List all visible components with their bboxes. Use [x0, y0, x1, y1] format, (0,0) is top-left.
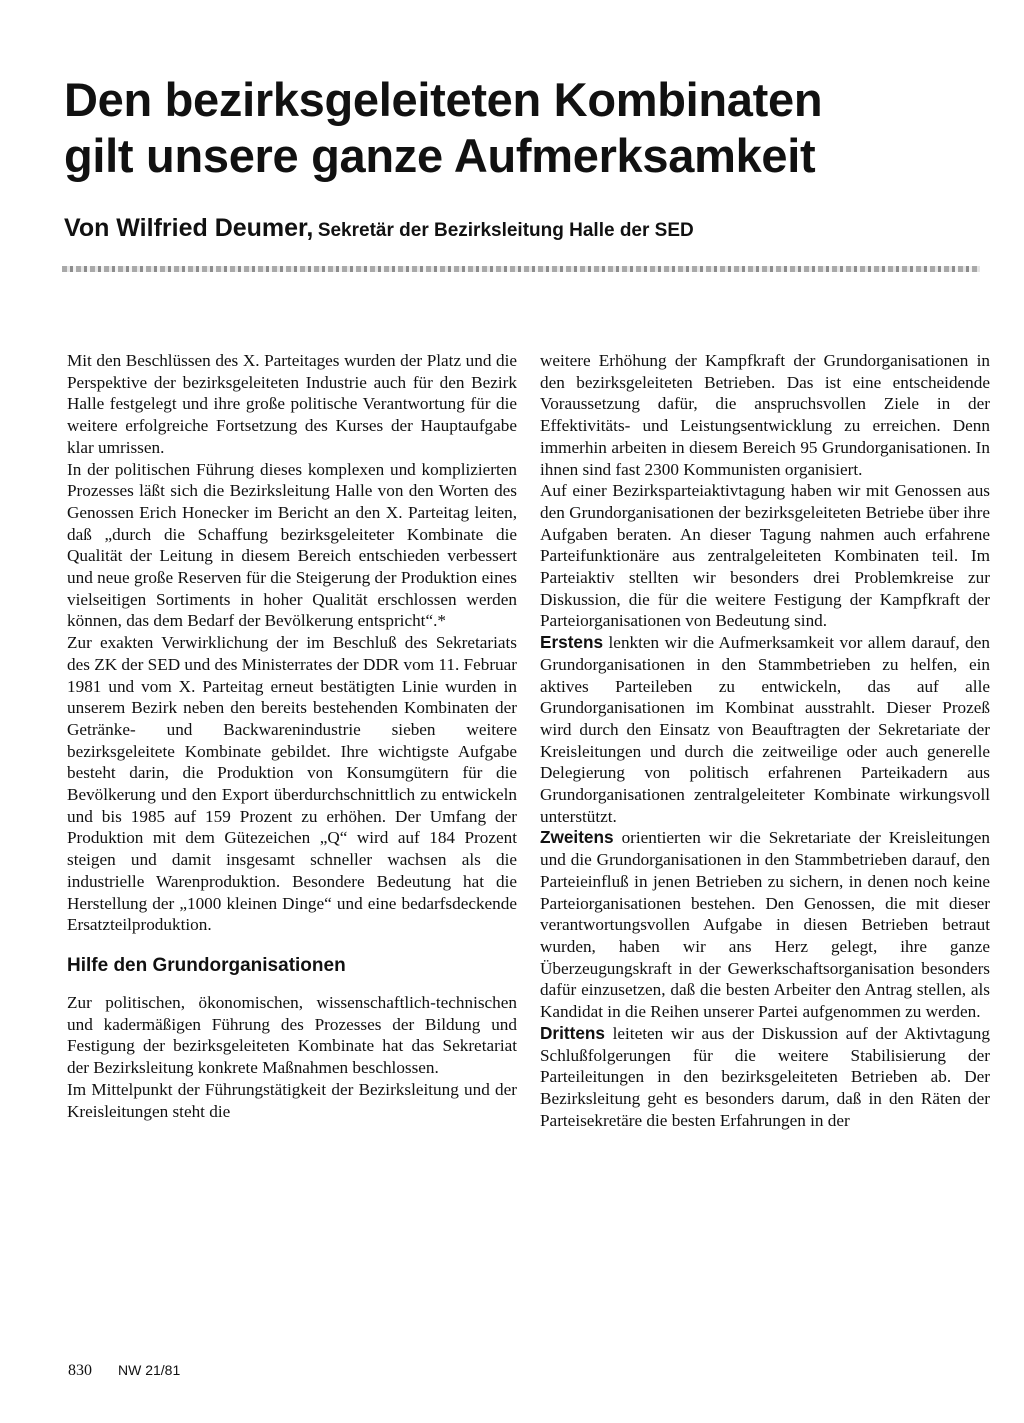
paragraph: Zur exakten Verwirklichung der im Beschluß des Sekretariats des ZK der SED und des Ministerrates der DDR vom 11. Februar 1981 und vom X. Parteitag erneut bestätigten Linie wurden in unserem Bezirk neben den bereits bestehenden Kombinaten der Getränke- und Backwarenindustrie sieben weitere bezirksgeleitete Kombinate gebildet. Ihre wichtigste Aufgabe besteht darin, die Produktion von Konsumgütern für die Bevölkerung und den Export überdurchschnittlich zu entwickeln und bis 1985 auf 159 Prozent zu erhöhen. Der Umfang der Produktion mit dem Gütezeichen „Q“ wird auf 184 Prozent steigen und damit insgesamt schneller wachsen als die industrielle Warenproduktion. Besondere Bedeutung hat die Herstellung der „1000 kleinen Dinge“ und eine bedarfsdeckende Ersatzteilproduktion.: [67, 633, 517, 935]
byline-role: Sekretär der Bezirksleitung Halle der SED: [317, 220, 694, 241]
article-title: [64, 72, 984, 184]
paragraph: [540, 827, 990, 1022]
paragraph-body: lenkten wir die Aufmerksamkeit vor allem darauf, den Grundorganisationen in den Stammbetrieben zu helfen, ein aktives Parteileben zu entwickeln, das auf alle Grundorganisationen im Kombinat ausstrahlt. Dieser Prozeß wird durch den Einsatz von Beauftragten der Sekretariate der Kreisleitungen und durch die zeitweilige oder auch generelle Delegierung von politisch erfahrenen Parteikadern aus Grundorganisationen zentralgeleiteter Kombinate wirkungsvoll unterstützt.: [540, 633, 990, 826]
paragraph-lead-word: Drittens: [540, 1022, 605, 1043]
issue-reference: NW 21/81: [118, 1362, 181, 1378]
paragraph-lead-word: Erstens: [540, 632, 604, 653]
paragraph: weitere Erhöhung der Kampfkraft der Grundorganisationen in den bezirksgeleiteten Betrieben. Das ist eine entscheidende Voraussetzung dafür, die anspruchsvollen Ziele in der Effektivitäts- und Leistungsentwicklung zu erreichen. Denn immerhin arbeiten in diesem Bereich 95 Grundorganisationen. In ihnen sind fast 2300 Kommunisten organisiert.: [540, 351, 990, 479]
article-title-line-1: Den bezirksgeleiteten Kombinaten: [64, 73, 823, 126]
paragraph: Mit den Beschlüssen des X. Parteitages wurden der Platz und die Perspektive der bezirksgeleiteten Industrie auch für den Bezirk Halle festgelegt und ihre große politische Verantwortung für die weitere erfolgreiche Fortsetzung des Kurses der Hauptaufgabe klar umrissen.: [67, 351, 517, 457]
paragraph: Zur politischen, ökonomischen, wissenschaftlich-technischen und kadermäßigen Führung des Prozesses der Bildung und Festigung der bezirksgeleiteten Kombinate hat das Sekretariat der Bezirksleitung konkrete Maßnahmen beschlossen.: [67, 992, 517, 1078]
decorative-rule: [62, 266, 980, 272]
paragraph-lead-word: Zweitens: [540, 827, 614, 848]
article-title-line-2: gilt unsere ganze Aufmerksamkeit: [64, 129, 816, 182]
paragraph-body: leiteten wir aus der Diskussion auf der Aktivtagung Schlußfolgerungen für die weitere Stabilisierung der Parteileitungen in den bezirksgeleiteten Betrieben ab. Der Bezirksleitung geht es besonders darum, daß in den Räten der Parteisekretäre die besten Erfahrungen in der: [540, 1023, 990, 1130]
paragraph: In der politischen Führung dieses komplexen und komplizierten Prozesses läßt sich die Bezirksleitung Halle von den Worten des Genossen Erich Honecker im Bericht an den X. Parteitag leiten, daß „durch die Schaffung bezirksgeleiteter Kombinate die Qualität der Leitung in diesem Bereich entschieden verbessert und neue große Reserven für die Steigerung der Produktion eines vielseitigen Sortiments in hoher Qualität erschlossen werden können, das dem Bedarf der Bevölkerung entspricht“.*: [67, 459, 517, 631]
paragraph: [540, 1023, 990, 1132]
byline: [64, 214, 994, 243]
page-number: 830: [68, 1362, 92, 1379]
text-column-left: [67, 350, 517, 1122]
section-heading: Hilfe den Grundorganisationen: [67, 954, 346, 976]
paragraph-body: orientierten wir die Sekretariate der Kreisleitungen und die Grundorganisationen in den Stammbetrieben darauf, den Parteieinfluß in jenen Betrieben zu sichern, in denen noch keine Parteiorganisationen bestehen. Den Genossen, die mit dieser verantwortungsvollen Aufgabe in diesen Betrieben betraut wurden, haben wir ans Herz gelegt, ihre ganze Überzeugungskraft in der Gewerkschaftsorganisation besonders dafür einzusetzen, daß die besten Arbeiter den Antrag stellen, als Kandidat in die Reihen unserer Partei aufgenommen zu werden.: [540, 828, 990, 1022]
paragraph: Im Mittelpunkt der Führungstätigkeit der Bezirksleitung und der Kreisleitungen steht die: [67, 1079, 517, 1121]
paragraph: [540, 632, 990, 827]
paragraph: Auf einer Bezirksparteiaktivtagung haben wir mit Genossen aus den Grundorganisationen der bezirksgeleiteten Betriebe über ihre Aufgaben beraten. An dieser Tagung nahmen auch erfahrene Parteifunktionäre aus zentralgeleiteten Kombinaten teil. Im Parteiaktiv stellten wir besonders drei Problemkreise zur Diskussion, die für die weitere Festigung der Kampfkraft der Parteiorganisationen von Bedeutung sind.: [540, 481, 990, 631]
byline-author: Von Wilfried Deumer,: [64, 214, 314, 242]
page-footer: [68, 1362, 180, 1380]
text-column-right: [540, 350, 990, 1131]
